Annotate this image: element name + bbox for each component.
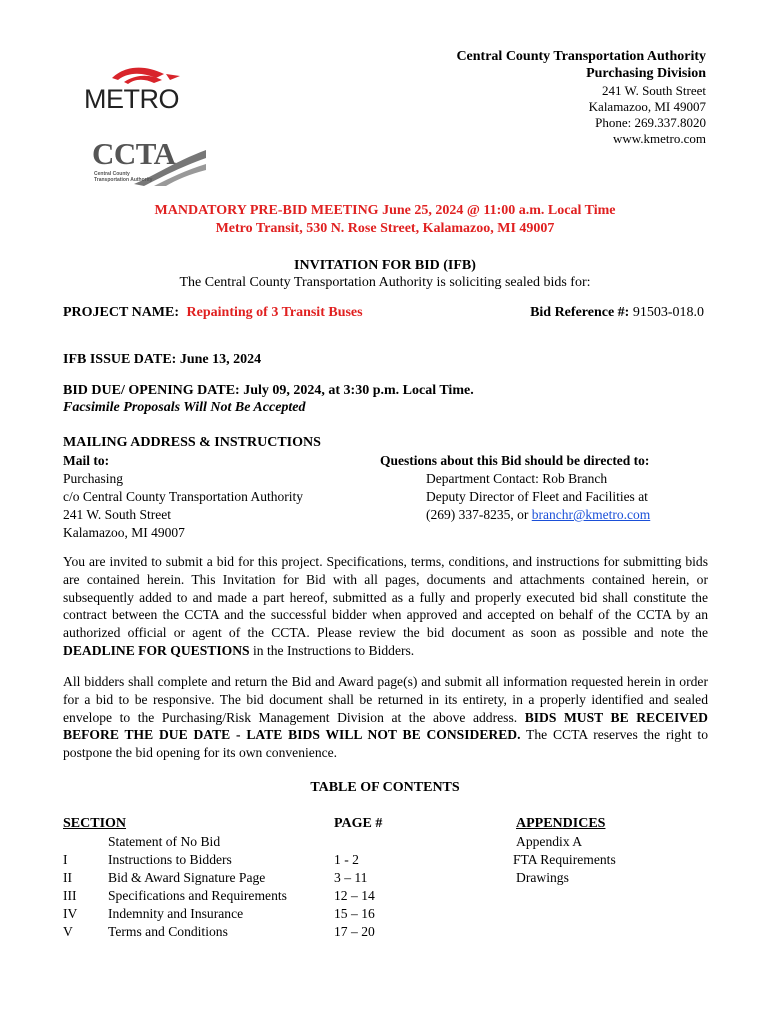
bid-instructions-text: All bidders shall complete and return the Bid and Award page(s) and submit all information requested herein in order for a bid to be responsive. The bid document shall be returned in its entirety, in a properly identified and sealed envelope to the Purchasing/Risk Management Division at the above address. <box>63 674 708 725</box>
bid-due-date: BID DUE/ OPENING DATE: July 09, 2024, at 3:30 p.m. Local Time. <box>63 383 474 398</box>
mailing-heading: MAILING ADDRESS & INSTRUCTIONS <box>63 435 321 450</box>
department-contact: Department Contact: Rob Branch <box>426 471 608 486</box>
toc-row-num: II <box>63 870 73 885</box>
city-state-zip: Kalamazoo, MI 49007 <box>588 99 706 114</box>
appendix-item: Appendix A <box>516 834 583 849</box>
project-name-row <box>63 304 363 321</box>
appendix-item: FTA Requirements <box>513 852 616 867</box>
questions-block <box>380 452 650 523</box>
street-address: 241 W. South Street <box>601 83 706 98</box>
mailing-line-4: Kalamazoo, MI 49007 <box>63 525 185 540</box>
metro-wordmark: METRO <box>84 84 179 114</box>
mailing-line-1: Purchasing <box>63 471 123 486</box>
toc-row-title: Specifications and Requirements <box>108 888 287 903</box>
ccta-logo <box>92 138 207 188</box>
toc-row-title: Bid & Award Signature Page <box>108 870 266 885</box>
bid-instructions-paragraph <box>63 673 708 762</box>
meeting-notice-line2: Metro Transit, 530 N. Rose Street, Kalamazoo, MI 49007 <box>215 221 555 236</box>
ccta-wordmark: CCTA <box>92 136 176 171</box>
ccta-subtitle-2: Transportation Authority <box>94 177 153 183</box>
bid-reference-label: Bid Reference #: <box>530 305 630 320</box>
division-name: Purchasing Division <box>586 66 706 81</box>
toc-row-title: Instructions to Bidders <box>108 852 232 867</box>
intro-paragraph-end: in the Instructions to Bidders. <box>249 642 415 658</box>
late-bids-warning: BIDS MUST BE RECEIVED BEFORE THE DUE DATE - LATE BIDS WILL NOT BE CONSIDERED. <box>63 709 708 743</box>
intro-paragraph <box>63 553 708 660</box>
toc-row-page: 1 - 2 <box>334 852 359 867</box>
metro-logo <box>84 64 186 114</box>
toc-section-header: SECTION <box>63 816 127 831</box>
bid-reference-value: 91503-018.0 <box>632 305 704 320</box>
ccta-subtitle-1: Central County <box>94 171 130 177</box>
appendix-item: Drawings <box>516 870 569 885</box>
toc-row-num: V <box>63 924 73 939</box>
mailing-line-2: c/o Central County Transportation Authority <box>63 489 303 504</box>
deadline-for-questions: DEADLINE FOR QUESTIONS <box>63 642 250 658</box>
header-address <box>306 48 706 147</box>
toc-row-page: 17 – 20 <box>334 924 375 939</box>
toc-row-page: 12 – 14 <box>334 888 375 903</box>
project-name-label: PROJECT NAME: <box>63 305 180 320</box>
toc-row-title: Terms and Conditions <box>108 924 228 939</box>
contact-title: Deputy Director of Fleet and Facilities at <box>426 489 648 504</box>
toc-appendices-header: APPENDICES <box>516 816 606 831</box>
intro-paragraph-text: You are invited to submit a bid for this project. Specifications, terms, conditions, and instructions for submitting bids are contained herein. This Invitation for Bid with all pages, documents and attachments contained herein, or subsequently added to and made a part hereof, submitted as a fully and properly executed bid shall constitute the contract between the CCTA and the successful bidder when approved and accepted on behalf of the CCTA by an authorized official or agent of the CCTA. Please review the bid document as soon as possible and note the <box>63 554 708 641</box>
toc-row-num: III <box>63 888 77 903</box>
mail-to-label: Mail to: <box>63 453 110 468</box>
toc-row-title: Indemnity and Insurance <box>108 906 244 921</box>
org-name: Central County Transportation Authority <box>456 49 706 64</box>
toc-page-header: PAGE # <box>334 816 383 831</box>
ifb-subtitle: The Central County Transportation Authority is soliciting sealed bids for: <box>179 275 591 290</box>
toc-row-page: 15 – 16 <box>334 906 375 921</box>
toc-row-num: IV <box>63 906 78 921</box>
toc-row-num: I <box>63 852 68 867</box>
toc-title: TABLE OF CONTENTS <box>310 780 460 795</box>
bid-reference <box>444 304 704 321</box>
contact-phone-email <box>426 506 650 523</box>
phone-number: Phone: 269.337.8020 <box>595 115 706 130</box>
mailing-line-3: 241 W. South Street <box>63 507 172 522</box>
mailing-block <box>63 452 303 541</box>
toc-row-page: 3 – 11 <box>334 870 368 885</box>
project-name-value: Repainting of 3 Transit Buses <box>186 305 363 320</box>
facsimile-notice: Facsimile Proposals Will Not Be Accepted <box>63 400 306 415</box>
meeting-notice-line1: MANDATORY PRE-BID MEETING June 25, 2024 @ 11:00 a.m. Local Time <box>154 203 616 218</box>
website: www.kmetro.com <box>612 131 706 146</box>
toc-row-title: Statement of No Bid <box>108 834 221 849</box>
questions-heading: Questions about this Bid should be directed to: <box>380 453 650 468</box>
contact-email-link[interactable]: branchr@kmetro.com <box>531 507 651 522</box>
ifb-issue-date: IFB ISSUE DATE: June 13, 2024 <box>63 352 262 367</box>
contact-phone: (269) 337-8235, or <box>426 507 532 522</box>
bid-instructions-end: The CCTA reserves the right to postpone the bid opening for its own convenience. <box>63 727 708 761</box>
ifb-title: INVITATION FOR BID (IFB) <box>294 258 476 273</box>
